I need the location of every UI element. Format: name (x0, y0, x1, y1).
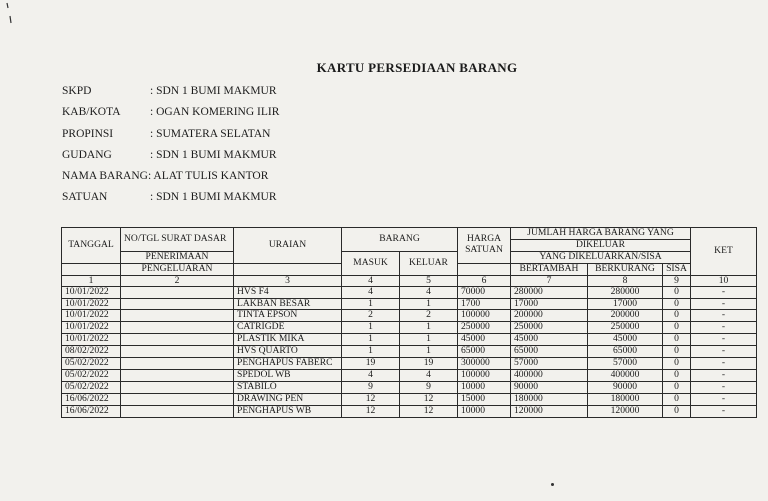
header-tanggal: TANGGAL (62, 228, 121, 264)
document-title (0, 60, 768, 76)
header-berkurang: BERKURANG (588, 263, 663, 275)
cell-ket: - (691, 381, 757, 393)
header-surat: NO/TGL SURAT DASAR (121, 228, 234, 252)
cell-bertambah: 120000 (511, 405, 588, 417)
cell-surat (121, 381, 234, 393)
info-value: : SDN 1 BUMI MAKMUR (150, 191, 277, 204)
ink-dot (551, 483, 554, 486)
cell-harga: 100000 (458, 369, 511, 381)
cell-harga: 45000 (458, 334, 511, 346)
cell-masuk: 1 (342, 322, 400, 334)
info-label: SATUAN (62, 191, 108, 204)
cell-surat (121, 298, 234, 310)
col-number: 9 (663, 275, 691, 286)
cell-uraian: HVS F4 (234, 286, 342, 298)
cell-tanggal: 05/02/2022 (62, 381, 121, 393)
col-number: 6 (458, 275, 511, 286)
cell-keluar: 1 (400, 346, 458, 358)
cell-bertambah: 250000 (511, 322, 588, 334)
header-jumlah-2: DIKELUAR (511, 239, 691, 251)
cell-berkurang: 17000 (588, 298, 663, 310)
cell-surat (121, 310, 234, 322)
cell-tanggal: 10/01/2022 (62, 322, 121, 334)
cell-masuk: 9 (342, 381, 400, 393)
cell-berkurang: 250000 (588, 322, 663, 334)
pen-mark (6, 2, 12, 24)
cell-sisa: 0 (663, 298, 691, 310)
cell-surat (121, 322, 234, 334)
header-harga: HARGA (466, 233, 502, 245)
cell-bertambah: 400000 (511, 369, 588, 381)
info-value: : SDN 1 BUMI MAKMUR (150, 85, 277, 97)
col-number: 1 (62, 275, 121, 286)
info-row-propinsi (62, 124, 279, 145)
cell-bertambah: 17000 (511, 298, 588, 310)
header-tanggal-cont (62, 263, 121, 275)
document-title-text: KARTU PERSEDIAAN BARANG (316, 60, 518, 75)
cell-harga: 300000 (458, 358, 511, 370)
cell-uraian: CATRIGDE (234, 322, 342, 334)
header-uraian: URAIAN (234, 228, 342, 264)
cell-berkurang: 90000 (588, 381, 663, 393)
cell-sisa: 0 (663, 393, 691, 405)
header-barang: BARANG (342, 228, 458, 252)
cell-harga: 10000 (458, 381, 511, 393)
info-block (62, 81, 279, 209)
info-value: : SDN 1 BUMI MAKMUR (150, 148, 277, 161)
header-uraian-cont (234, 263, 342, 275)
table-row (62, 346, 757, 358)
cell-ket: - (691, 286, 757, 298)
col-number: 7 (511, 275, 588, 286)
cell-harga: 1700 (458, 298, 511, 310)
cell-tanggal: 08/02/2022 (62, 346, 121, 358)
cell-ket: - (691, 298, 757, 310)
info-row-kabkota (62, 102, 279, 123)
info-value: : ALAT TULIS KANTOR (147, 170, 269, 183)
table-row (62, 286, 757, 298)
cell-keluar: 2 (400, 310, 458, 322)
info-value: : OGAN KOMERING ILIR (150, 106, 280, 119)
cell-bertambah: 280000 (511, 286, 588, 298)
info-label: NAMA BARANG (62, 170, 148, 183)
info-row-nama-barang (62, 166, 279, 187)
header-keluar: KELUAR (400, 251, 458, 275)
column-number-row (62, 275, 757, 286)
cell-masuk: 1 (342, 334, 400, 346)
header-row-3 (62, 251, 757, 263)
header-jumlah-1: JUMLAH HARGA BARANG YANG (511, 228, 691, 240)
cell-ket: - (691, 310, 757, 322)
cell-keluar: 9 (400, 381, 458, 393)
cell-tanggal: 10/01/2022 (62, 310, 121, 322)
cell-tanggal: 05/02/2022 (62, 369, 121, 381)
cell-uraian: TINTA EPSON (234, 310, 342, 322)
cell-surat (121, 334, 234, 346)
cell-tanggal: 10/01/2022 (62, 298, 121, 310)
cell-berkurang: 200000 (588, 310, 663, 322)
cell-uraian: DRAWING PEN (234, 393, 342, 405)
col-number: 2 (121, 275, 234, 286)
cell-keluar: 1 (400, 322, 458, 334)
info-label: SKPD (62, 85, 92, 97)
header-sisa: SISA (663, 263, 691, 275)
table-row (62, 334, 757, 346)
cell-uraian: SPEDOL WB (234, 369, 342, 381)
info-label: GUDANG (62, 148, 112, 161)
cell-tanggal: 05/02/2022 (62, 358, 121, 370)
cell-ket: - (691, 369, 757, 381)
header-yang: YANG DIKELUARKAN/SISA (511, 251, 691, 263)
cell-masuk: 19 (342, 358, 400, 370)
cell-tanggal: 10/01/2022 (62, 334, 121, 346)
header-row-1 (62, 228, 757, 240)
table-row (62, 381, 757, 393)
cell-tanggal: 16/06/2022 (62, 393, 121, 405)
cell-keluar: 1 (400, 298, 458, 310)
cell-tanggal: 16/06/2022 (62, 405, 121, 417)
cell-tanggal: 10/01/2022 (62, 286, 121, 298)
header-pengeluaran: PENGELUARAN (121, 263, 234, 275)
cell-surat (121, 405, 234, 417)
cell-surat (121, 393, 234, 405)
cell-surat (121, 358, 234, 370)
cell-berkurang: 65000 (588, 346, 663, 358)
header-harga-satuan (458, 228, 511, 264)
info-label: KAB/KOTA (62, 106, 121, 119)
table-row (62, 298, 757, 310)
cell-surat (121, 369, 234, 381)
header-masuk: MASUK (342, 251, 400, 275)
cell-sisa: 0 (663, 334, 691, 346)
cell-masuk: 4 (342, 286, 400, 298)
col-number: 3 (234, 275, 342, 286)
header-satuan: SATUAN (465, 244, 503, 256)
cell-berkurang: 120000 (588, 405, 663, 417)
cell-masuk: 12 (342, 393, 400, 405)
cell-sisa: 0 (663, 322, 691, 334)
cell-bertambah: 90000 (511, 381, 588, 393)
cell-sisa: 0 (663, 381, 691, 393)
cell-bertambah: 45000 (511, 334, 588, 346)
col-number: 5 (400, 275, 458, 286)
info-label: PROPINSI (62, 127, 114, 140)
cell-ket: - (691, 393, 757, 405)
cell-ket: - (691, 405, 757, 417)
header-ket: KET (691, 228, 757, 276)
cell-berkurang: 280000 (588, 286, 663, 298)
cell-keluar: 1 (400, 334, 458, 346)
cell-ket: - (691, 346, 757, 358)
table-body (62, 286, 757, 417)
cell-bertambah: 65000 (511, 346, 588, 358)
col-number: 10 (691, 275, 757, 286)
cell-sisa: 0 (663, 405, 691, 417)
cell-masuk: 2 (342, 310, 400, 322)
cell-masuk: 1 (342, 346, 400, 358)
col-number: 4 (342, 275, 400, 286)
table-row (62, 405, 757, 417)
info-row-satuan (62, 187, 279, 208)
cell-keluar: 12 (400, 405, 458, 417)
cell-uraian: LAKBAN BESAR (234, 298, 342, 310)
cell-masuk: 4 (342, 369, 400, 381)
col-number: 8 (588, 275, 663, 286)
inventory-table (61, 227, 757, 418)
cell-harga: 70000 (458, 286, 511, 298)
cell-ket: - (691, 322, 757, 334)
cell-uraian: PLASTIK MIKA (234, 334, 342, 346)
cell-uraian: PENGHAPUS FABERC (234, 358, 342, 370)
cell-harga: 250000 (458, 322, 511, 334)
cell-berkurang: 45000 (588, 334, 663, 346)
cell-bertambah: 200000 (511, 310, 588, 322)
cell-masuk: 1 (342, 298, 400, 310)
cell-ket: - (691, 358, 757, 370)
cell-sisa: 0 (663, 286, 691, 298)
info-row-gudang (62, 145, 279, 166)
cell-masuk: 12 (342, 405, 400, 417)
cell-sisa: 0 (663, 346, 691, 358)
cell-sisa: 0 (663, 358, 691, 370)
cell-bertambah: 57000 (511, 358, 588, 370)
info-row-skpd (62, 81, 279, 102)
cell-uraian: HVS QUARTO (234, 346, 342, 358)
cell-berkurang: 180000 (588, 393, 663, 405)
table-row (62, 369, 757, 381)
cell-harga: 100000 (458, 310, 511, 322)
cell-keluar: 4 (400, 286, 458, 298)
cell-uraian: STABILO (234, 381, 342, 393)
cell-bertambah: 180000 (511, 393, 588, 405)
cell-sisa: 0 (663, 369, 691, 381)
cell-harga: 65000 (458, 346, 511, 358)
cell-berkurang: 400000 (588, 369, 663, 381)
cell-surat (121, 346, 234, 358)
cell-keluar: 4 (400, 369, 458, 381)
header-penerimaan: PENERIMAAN (121, 251, 234, 263)
table-row (62, 322, 757, 334)
cell-uraian: PENGHAPUS WB (234, 405, 342, 417)
cell-sisa: 0 (663, 310, 691, 322)
cell-surat (121, 286, 234, 298)
header-bertambah: BERTAMBAH (511, 263, 588, 275)
cell-keluar: 19 (400, 358, 458, 370)
header-harga-cont (458, 263, 511, 275)
info-value: : SUMATERA SELATAN (150, 127, 271, 140)
cell-harga: 15000 (458, 393, 511, 405)
table-row (62, 310, 757, 322)
cell-berkurang: 57000 (588, 358, 663, 370)
table-row (62, 358, 757, 370)
cell-ket: - (691, 334, 757, 346)
cell-keluar: 12 (400, 393, 458, 405)
cell-harga: 10000 (458, 405, 511, 417)
table-row (62, 393, 757, 405)
